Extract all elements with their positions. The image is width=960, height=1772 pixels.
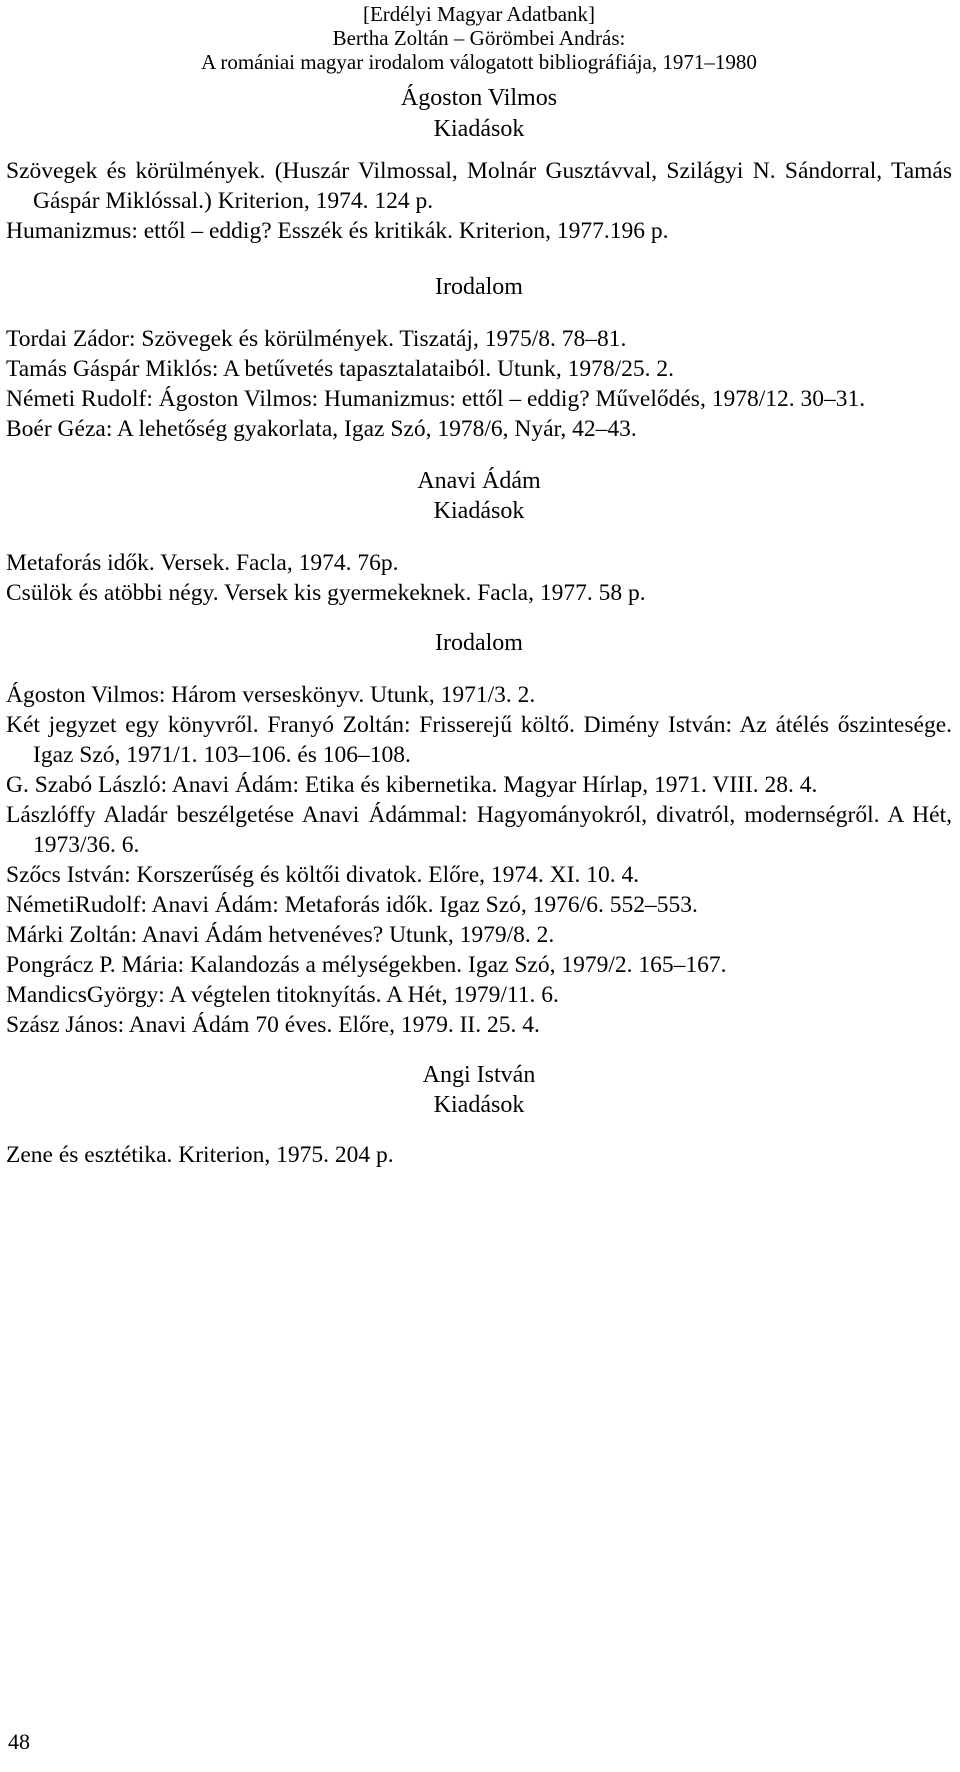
list-item: Tamás Gáspár Miklós: A betűvetés tapasztalataiból. Utunk, 1978/25. 2. — [6, 356, 674, 382]
book-authors: Bertha Zoltán – Görömbei András: — [332, 26, 626, 50]
publications-heading: Kiadások — [433, 498, 525, 524]
author-heading: Angi István — [422, 1062, 536, 1088]
list-item: G. Szabó László: Anavi Ádám: Etika és kibernetika. Magyar Hírlap, 1971. VIII. 28. 4. — [6, 772, 818, 798]
publications-list — [6, 548, 952, 608]
literature-list — [6, 680, 952, 1040]
list-item: Ágoston Vilmos: Három verseskönyv. Utunk, 1971/3. 2. — [6, 682, 536, 708]
page-number: 48 — [8, 1729, 30, 1754]
publications-list — [6, 156, 952, 246]
list-item: Metaforás idők. Versek. Facla, 1974. 76p. — [6, 550, 399, 576]
list-item: Szőcs István: Korszerűség és költői divatok. Előre, 1974. XI. 10. 4. — [6, 862, 640, 888]
source-label: [Erdélyi Magyar Adatbank] — [362, 2, 596, 26]
list-item: Boér Géza: A lehetőség gyakorlata, Igaz Szó, 1978/6, Nyár, 42–43. — [6, 416, 637, 442]
list-item: Szász János: Anavi Ádám 70 éves. Előre, 1979. II. 25. 4. — [6, 1012, 540, 1038]
list-item: MandicsGyörgy: A végtelen titoknyítás. A Hét, 1979/11. 6. — [6, 982, 559, 1008]
list-item: Humanizmus: ettől – eddig? Esszék és kritikák. Kriterion, 1977.196 p. — [6, 218, 669, 244]
document-header — [6, 0, 952, 74]
list-item: Tordai Zádor: Szövegek és körülmények. Tiszatáj, 1975/8. 78–81. — [6, 326, 627, 352]
list-item: Pongrácz P. Mária: Kalandozás a mélységekben. Igaz Szó, 1979/2. 165–167. — [6, 952, 727, 978]
literature-heading: Irodalom — [435, 274, 523, 300]
list-item: Zene és esztétika. Kriterion, 1975. 204 p. — [6, 1142, 394, 1168]
publications-list — [6, 1140, 952, 1170]
list-item: NémetiRudolf: Anavi Ádám: Metaforás idők. Igaz Szó, 1976/6. 552–553. — [6, 892, 698, 918]
list-item: Csülök és atöbbi négy. Versek kis gyermekeknek. Facla, 1977. 58 p. — [6, 580, 646, 606]
list-item: Lászlóffy Aladár beszélgetése Anavi Ádámmal: Hagyományokról, divatról, modernségről. A Hét, 1973/36. 6. — [6, 802, 952, 858]
list-item: Szövegek és körülmények. (Huszár Vilmossal, Molnár Gusztávval, Szilágyi N. Sándorral, Tamás Gáspár Miklóssal.) Kriterion, 1974. 124 p. — [6, 158, 952, 214]
literature-list — [6, 324, 952, 444]
list-item: Márki Zoltán: Anavi Ádám hetvenéves? Utunk, 1979/8. 2. — [6, 922, 555, 948]
list-item: Németi Rudolf: Ágoston Vilmos: Humanizmus: ettől – eddig? Művelődés, 1978/12. 30–31. — [6, 386, 866, 412]
publications-heading: Kiadások — [433, 116, 525, 142]
literature-heading: Irodalom — [435, 630, 523, 656]
publications-heading: Kiadások — [433, 1092, 525, 1118]
author-heading: Ágoston Vilmos — [400, 85, 558, 111]
book-title: A romániai magyar irodalom válogatott bibliográfiája, 1971–1980 — [201, 50, 757, 74]
author-heading: Anavi Ádám — [417, 468, 541, 494]
list-item: Két jegyzet egy könyvről. Franyó Zoltán: Frisserejű költő. Dimény István: Az átélés őszintesége. Igaz Szó, 1971/1. 103–106. és 106–108. — [6, 712, 952, 768]
